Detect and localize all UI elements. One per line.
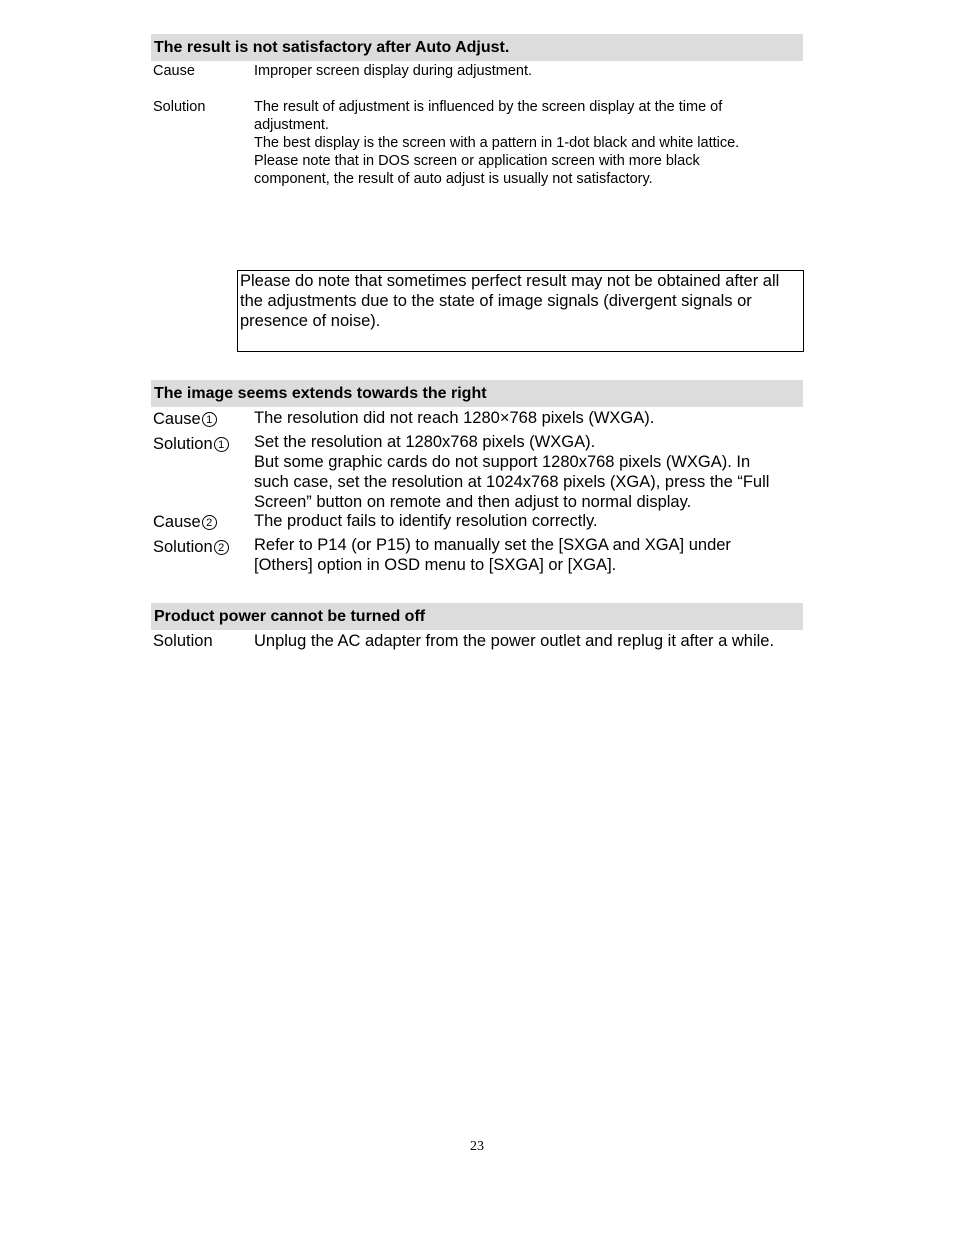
- solution-text: Unplug the AC adapter from the power outlet and replug it after a while.: [254, 632, 775, 650]
- cause1-text: The resolution did not reach 1280×768 pixels (WXGA).: [254, 409, 655, 427]
- solution-line: Set the resolution at 1280x768 pixels (WXGA).: [254, 433, 596, 451]
- solution-line: Screen” button on remote and then adjust to normal display.: [254, 493, 692, 511]
- cause2-label: Cause 2: [153, 512, 217, 532]
- note-line: the adjustments due to the state of image signals (divergent signals or: [240, 292, 752, 310]
- section-heading-auto-adjust: The result is not satisfactory after Auto Adjust.: [151, 34, 803, 61]
- note-line: Please do note that sometimes perfect result may not be obtained after all: [240, 272, 780, 290]
- circled-number: 1: [202, 412, 217, 427]
- solution-line: such case, set the resolution at 1024x768 pixels (XGA), press the “Full: [254, 473, 770, 491]
- solution-text: [254, 98, 739, 188]
- cause-text: Improper screen display during adjustment.: [254, 63, 533, 79]
- solution-label: Solution: [153, 99, 206, 115]
- circled-number: 2: [202, 515, 217, 530]
- solution-line: adjustment.: [254, 117, 329, 133]
- solution-line: [Others] option in OSD menu to [SXGA] or [XGA].: [254, 556, 617, 574]
- solution-line: The best display is the screen with a pattern in 1-dot black and white lattice.: [254, 135, 740, 151]
- note-box: [237, 270, 804, 352]
- note-line: presence of noise).: [240, 312, 381, 330]
- solution-line: The result of adjustment is influenced by the screen display at the time of: [254, 99, 723, 115]
- solution-line: component, the result of auto adjust is usually not satisfactory.: [254, 171, 653, 187]
- solution2-label: Solution 2: [153, 537, 229, 557]
- solution1-text: [254, 432, 769, 512]
- solution-label: Solution: [153, 632, 213, 650]
- circled-number: 1: [214, 437, 229, 452]
- solution-line: Refer to P14 (or P15) to manually set the [SXGA and XGA] under: [254, 536, 731, 554]
- solution2-text: [254, 535, 731, 575]
- page-number: 23: [470, 1139, 484, 1154]
- section-heading-image-extends: The image seems extends towards the right: [151, 380, 803, 407]
- section-heading-power-off: Product power cannot be turned off: [151, 603, 803, 630]
- cause-label: Cause: [153, 63, 195, 79]
- cause1-label: Cause 1: [153, 409, 217, 429]
- solution-line: But some graphic cards do not support 1280x768 pixels (WXGA). In: [254, 453, 751, 471]
- circled-number: 2: [214, 540, 229, 555]
- solution1-label: Solution 1: [153, 434, 229, 454]
- cause2-text: The product fails to identify resolution correctly.: [254, 512, 598, 530]
- solution-line: Please note that in DOS screen or application screen with more black: [254, 153, 700, 169]
